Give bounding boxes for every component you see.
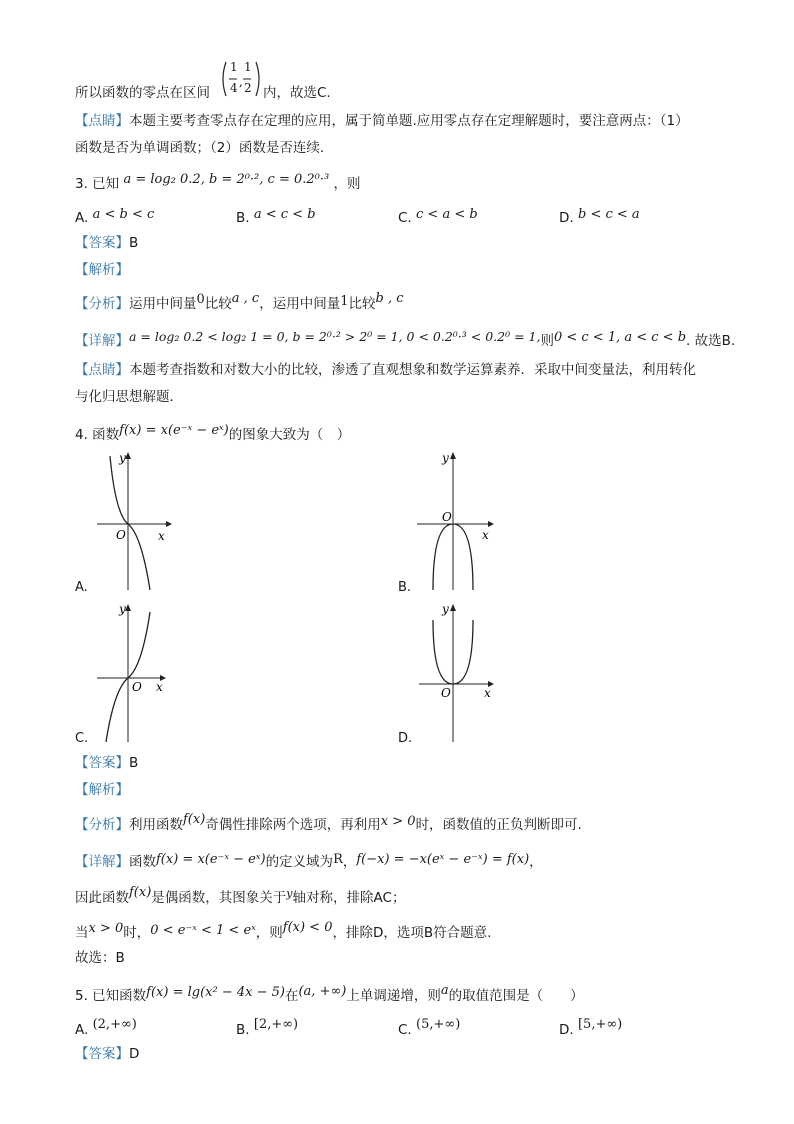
formula: a = log₂ 0.2 < log₂ 1 = 0, b = 2⁰·² > 2⁰ = 1, 0 < 0.2⁰·³ < 0.2⁰ = 1, bbox=[129, 329, 541, 344]
label: D. bbox=[559, 1022, 574, 1038]
text: 4. 函数 bbox=[75, 427, 120, 443]
text: 3. 已知 bbox=[75, 176, 120, 192]
label: C. bbox=[398, 1022, 412, 1038]
value: [5,+∞) bbox=[577, 1017, 623, 1032]
text: 因此函数 bbox=[75, 890, 129, 906]
y-label: y bbox=[442, 602, 449, 616]
text: 本题主要考查零点存在定理的应用，属于简单题.应用零点存在定理解题时，要注意两点：（1） bbox=[129, 113, 689, 129]
origin-label: O bbox=[132, 680, 142, 694]
num-1: 1 bbox=[230, 60, 238, 74]
text: 本题考查指数和对数大小的比较，渗透了直观想象和数学运算素养．采取中间变量法，利用转化 bbox=[129, 362, 696, 378]
tag-analysis: 【解析】 bbox=[75, 262, 129, 278]
text: 5. 已知函数 bbox=[75, 988, 147, 1004]
value: [2,+∞) bbox=[253, 1017, 299, 1032]
text: 函数是否为单调函数；（2）函数是否连续. bbox=[75, 140, 325, 156]
text: 的定义域为 bbox=[265, 854, 334, 870]
graph-a bbox=[90, 448, 180, 593]
interval-brackets bbox=[219, 56, 263, 102]
formula: f(x) = lg(x² − 4x − 5) bbox=[146, 985, 285, 1000]
text: 奇偶性排除两个选项，再利用 bbox=[205, 817, 381, 833]
fenxi-4 bbox=[75, 812, 582, 836]
x-label: x bbox=[158, 529, 165, 543]
origin-label: O bbox=[441, 686, 451, 700]
den-1: 4 bbox=[230, 81, 238, 95]
math: R bbox=[333, 852, 343, 867]
text: 时， bbox=[123, 925, 151, 941]
text: 在 bbox=[284, 988, 299, 1004]
answer-3 bbox=[75, 233, 138, 253]
text: ，排除D，选项B符合题意. bbox=[332, 925, 492, 941]
graph-a-label: A. bbox=[75, 580, 88, 595]
label: B. bbox=[236, 210, 250, 226]
question-5 bbox=[75, 983, 584, 1007]
dianjing-3 bbox=[75, 360, 696, 380]
text: 上单调递增，则 bbox=[346, 988, 441, 1004]
x-label: x bbox=[484, 686, 491, 700]
text: ， bbox=[529, 854, 543, 870]
text: ，则 bbox=[255, 925, 283, 941]
tag-detail: 【详解】 bbox=[75, 333, 129, 349]
x-label: x bbox=[482, 528, 489, 542]
y-label: y bbox=[442, 451, 449, 465]
analysis-3 bbox=[75, 260, 129, 280]
graph-b bbox=[412, 448, 502, 593]
label: D. bbox=[559, 210, 574, 226]
comment-line bbox=[75, 111, 689, 131]
text: . 故选B. bbox=[686, 333, 736, 349]
q5-option-a bbox=[75, 1017, 137, 1041]
line-zero-interval bbox=[75, 83, 210, 103]
math: a bbox=[440, 983, 449, 998]
math: (a, +∞) bbox=[298, 984, 347, 999]
y-label: y bbox=[119, 451, 126, 465]
origin-label: O bbox=[442, 510, 452, 524]
interval-fraction bbox=[219, 56, 263, 102]
text: 比较 bbox=[204, 296, 232, 312]
tag-fenxi: 【分析】 bbox=[75, 817, 129, 833]
text: 当 bbox=[75, 925, 89, 941]
text: ，运用中间量 bbox=[259, 296, 341, 312]
label: A. bbox=[75, 1022, 89, 1038]
math: 1 bbox=[340, 294, 349, 309]
math: x > 0 bbox=[88, 921, 124, 936]
value: (2,+∞) bbox=[92, 1017, 137, 1032]
value: b < c < a bbox=[577, 207, 640, 222]
q3-option-b bbox=[236, 208, 316, 229]
y-arrow bbox=[450, 452, 456, 459]
text: 轴对称，排除AC； bbox=[292, 890, 406, 906]
text: 是偶函数，其图象关于 bbox=[151, 890, 287, 906]
y-arrow bbox=[450, 604, 456, 611]
label: C. bbox=[398, 210, 412, 226]
q5-option-b bbox=[236, 1017, 299, 1041]
dianjing-3b bbox=[75, 387, 183, 407]
text: 比较 bbox=[348, 296, 376, 312]
y-arrow bbox=[125, 452, 131, 459]
select-line bbox=[75, 948, 125, 968]
math: 0 bbox=[196, 292, 205, 307]
tag-comment: 【点睛】 bbox=[75, 362, 129, 378]
math: f(x) < 0 bbox=[282, 920, 333, 935]
math: b , c bbox=[375, 291, 404, 306]
answer-4 bbox=[75, 753, 138, 773]
x-label: x bbox=[156, 680, 163, 694]
text: 故选：B bbox=[75, 950, 125, 966]
q5-option-d bbox=[559, 1017, 623, 1041]
graph-b-label: B. bbox=[398, 580, 412, 595]
graph-d bbox=[412, 600, 502, 745]
text: 则 bbox=[540, 333, 554, 349]
text: ， bbox=[342, 854, 357, 870]
analysis-4 bbox=[75, 780, 129, 800]
text: 的取值范围是（ ） bbox=[448, 988, 584, 1004]
x-arrow bbox=[166, 521, 172, 527]
text: 与化归思想解题． bbox=[75, 389, 183, 405]
text: 时，函数值的正负判断即可. bbox=[415, 817, 582, 833]
num-2: 1 bbox=[244, 60, 252, 74]
origin-label: O bbox=[116, 528, 126, 542]
q3-option-d bbox=[559, 208, 640, 229]
den-2: 2 bbox=[244, 81, 252, 95]
tag-answer: 【答案】 bbox=[75, 1046, 129, 1062]
answer-5 bbox=[75, 1044, 139, 1064]
question-3 bbox=[75, 174, 361, 195]
text: 函数 bbox=[129, 854, 156, 870]
tag-analysis: 【解析】 bbox=[75, 782, 129, 798]
fenxi-3 bbox=[75, 291, 404, 315]
x-arrow bbox=[488, 521, 494, 527]
text: 内，故选C. bbox=[263, 85, 331, 101]
text: 运用中间量 bbox=[129, 296, 197, 312]
text: ，则 bbox=[333, 176, 361, 192]
q5-option-c bbox=[398, 1017, 461, 1041]
math: a , c bbox=[231, 291, 260, 306]
math: x > 0 bbox=[380, 814, 416, 829]
xiangjie-3 bbox=[75, 331, 735, 352]
tag-answer: 【答案】 bbox=[75, 755, 129, 771]
value: (5,+∞) bbox=[416, 1017, 461, 1032]
q3-option-a bbox=[75, 208, 154, 229]
tag-answer: 【答案】 bbox=[75, 235, 129, 251]
curve bbox=[110, 456, 150, 590]
comment-line-2 bbox=[75, 138, 324, 158]
formula: f(x) = x(e⁻ˣ − eˣ) bbox=[156, 852, 266, 867]
text: 所以函数的零点在区间 bbox=[75, 85, 210, 101]
question-4 bbox=[75, 425, 350, 446]
graph-c-label: C. bbox=[75, 731, 89, 746]
answer-value: D bbox=[129, 1046, 140, 1062]
value: a < c < b bbox=[253, 207, 316, 222]
answer-value: B bbox=[129, 235, 139, 251]
tag-detail: 【详解】 bbox=[75, 854, 129, 870]
formula: f(−x) = −x(eˣ − e⁻ˣ) = f(x) bbox=[356, 852, 530, 867]
answer-value: B bbox=[129, 755, 139, 771]
svg-text:,: , bbox=[239, 75, 243, 89]
text: 利用函数 bbox=[129, 817, 183, 833]
graph-c bbox=[90, 600, 180, 745]
when-line bbox=[75, 920, 492, 944]
label: A. bbox=[75, 210, 89, 226]
y-label: y bbox=[119, 602, 126, 616]
label: B. bbox=[236, 1022, 250, 1038]
graph-d-label: D. bbox=[398, 731, 413, 746]
value: c < a < b bbox=[416, 207, 478, 222]
math: y bbox=[286, 887, 293, 900]
math: 0 < e⁻ˣ < 1 < eˣ bbox=[150, 923, 256, 938]
q3-option-c bbox=[398, 208, 478, 229]
even-line bbox=[75, 885, 406, 909]
tag-fenxi: 【分析】 bbox=[75, 296, 129, 312]
xiangjie-4 bbox=[75, 852, 543, 873]
text: 的图象大致为（ ） bbox=[228, 427, 351, 443]
formula: 0 < c < 1, a < c < b bbox=[553, 330, 687, 345]
math: f(x) bbox=[129, 885, 152, 900]
q3-formula: a = log₂ 0.2, b = 2⁰·², c = 0.2⁰·³ bbox=[123, 172, 330, 187]
tag-comment: 【点睛】 bbox=[75, 113, 129, 129]
y-arrow bbox=[125, 604, 131, 611]
value: a < b < c bbox=[92, 207, 155, 222]
line-zero-interval-tail bbox=[263, 83, 331, 103]
formula: f(x) = x(e⁻ˣ − eˣ) bbox=[119, 423, 229, 438]
math: f(x) bbox=[183, 812, 206, 827]
